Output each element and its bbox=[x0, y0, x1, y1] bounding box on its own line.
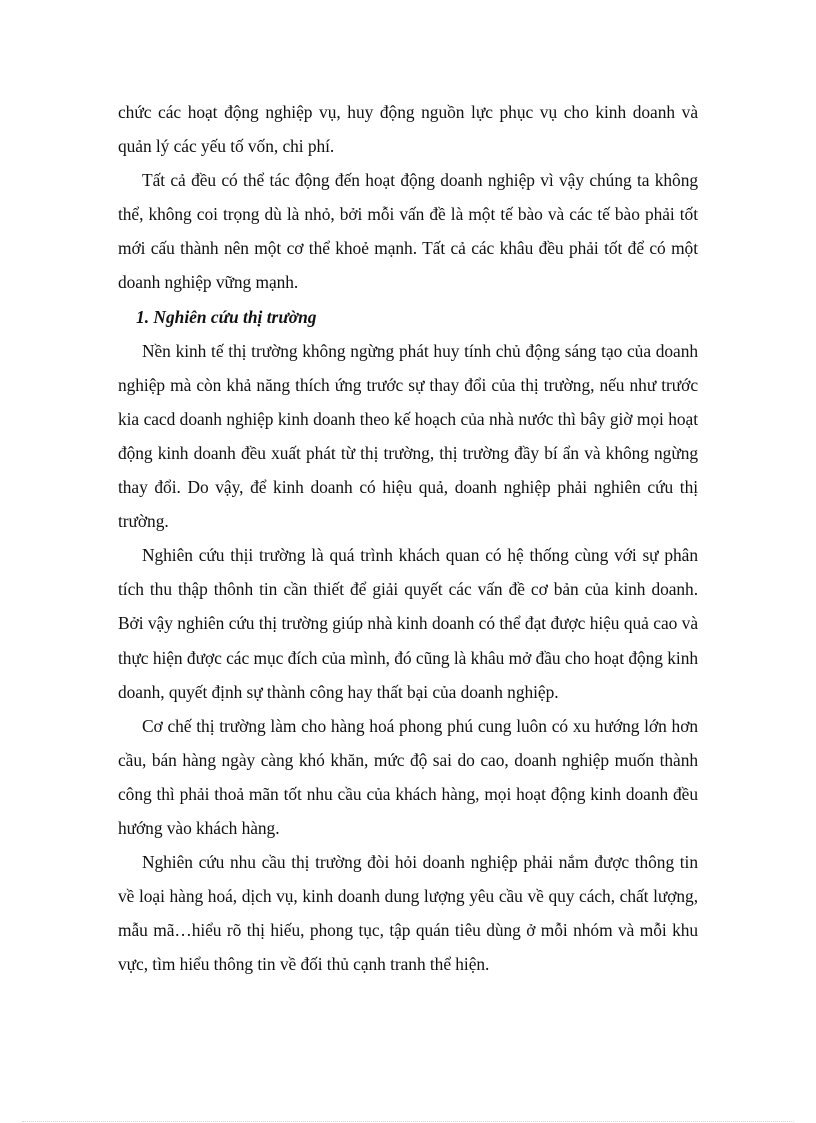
page-bottom-divider bbox=[22, 1121, 794, 1122]
section-heading: 1. Nghiên cứu thị trường bbox=[136, 306, 317, 327]
section-paragraph: Nền kinh tế thị trường không ngừng phát huy tính chủ động sáng tạo của doanh nghiệp mà còn khả năng thích ứng trước sự thay đổi của thị trường, nếu như trước kia cacd doanh nghiệp kinh doanh theo kế hoạch của nhà nước thì bây giờ mọi hoạt động kinh doanh đều xuất phát từ thị trường, thị trường đầy bí ẩn và không ngừng thay đổi. Do vậy, để kinh doanh có hiệu quả, doanh nghiệp phải nghiên cứu thị trường. bbox=[118, 340, 698, 532]
section-paragraph: Cơ chế thị trường làm cho hàng hoá phong phú cung luôn có xu hướng lớn hơn cầu, bán hàng ngày càng khó khăn, mức độ sai do cao, doanh nghiệp muốn thành công thì phải thoả mãn tốt nhu cầu của khách hàng, mọi hoạt động kinh doanh đều hướng vào khách hàng. bbox=[118, 715, 698, 838]
section-paragraph: Nghiên cứu thịi trường là quá trình khách quan có hệ thống cùng với sự phân tích thu thập thônh tin cần thiết để giải quyết các vấn đề cơ bản của kinh doanh. Bởi vậy nghiên cứu thị trường giúp nhà kinh doanh có thể đạt được hiệu quả cao và thực hiện được các mục đích của mình, đó cũng là khâu mở đầu cho hoạt động kinh doanh, quyết định sự thành công hay thất bại của doanh nghiệp. bbox=[118, 545, 698, 702]
paragraph-continuation: chức các hoạt động nghiệp vụ, huy động nguồn lực phục vụ cho kinh doanh và quản lý các yếu tố vốn, chi phí. bbox=[118, 102, 698, 157]
paragraph: Tất cả đều có thể tác động đến hoạt động doanh nghiệp vì vậy chúng ta không thể, không coi trọng dù là nhỏ, bởi mỗi vấn đề là một tế bào và các tế bào phải tốt mới cấu thành nên một cơ thể khoẻ mạnh. Tất cả các khâu đều phải tốt để có một doanh nghiệp vững mạnh. bbox=[118, 170, 698, 293]
section-paragraph: Nghiên cứu nhu cầu thị trường đòi hỏi doanh nghiệp phải nắm được thông tin về loại hàng hoá, dịch vụ, kinh doanh dung lượng yêu cầu về quy cách, chất lượng, mẫu mã…hiểu rõ thị hiếu, phong tục, tập quán tiêu dùng ở mỗi nhóm và mỗi khu vực, tìm hiểu thông tin về đối thủ cạnh tranh thể hiện. bbox=[118, 852, 698, 975]
